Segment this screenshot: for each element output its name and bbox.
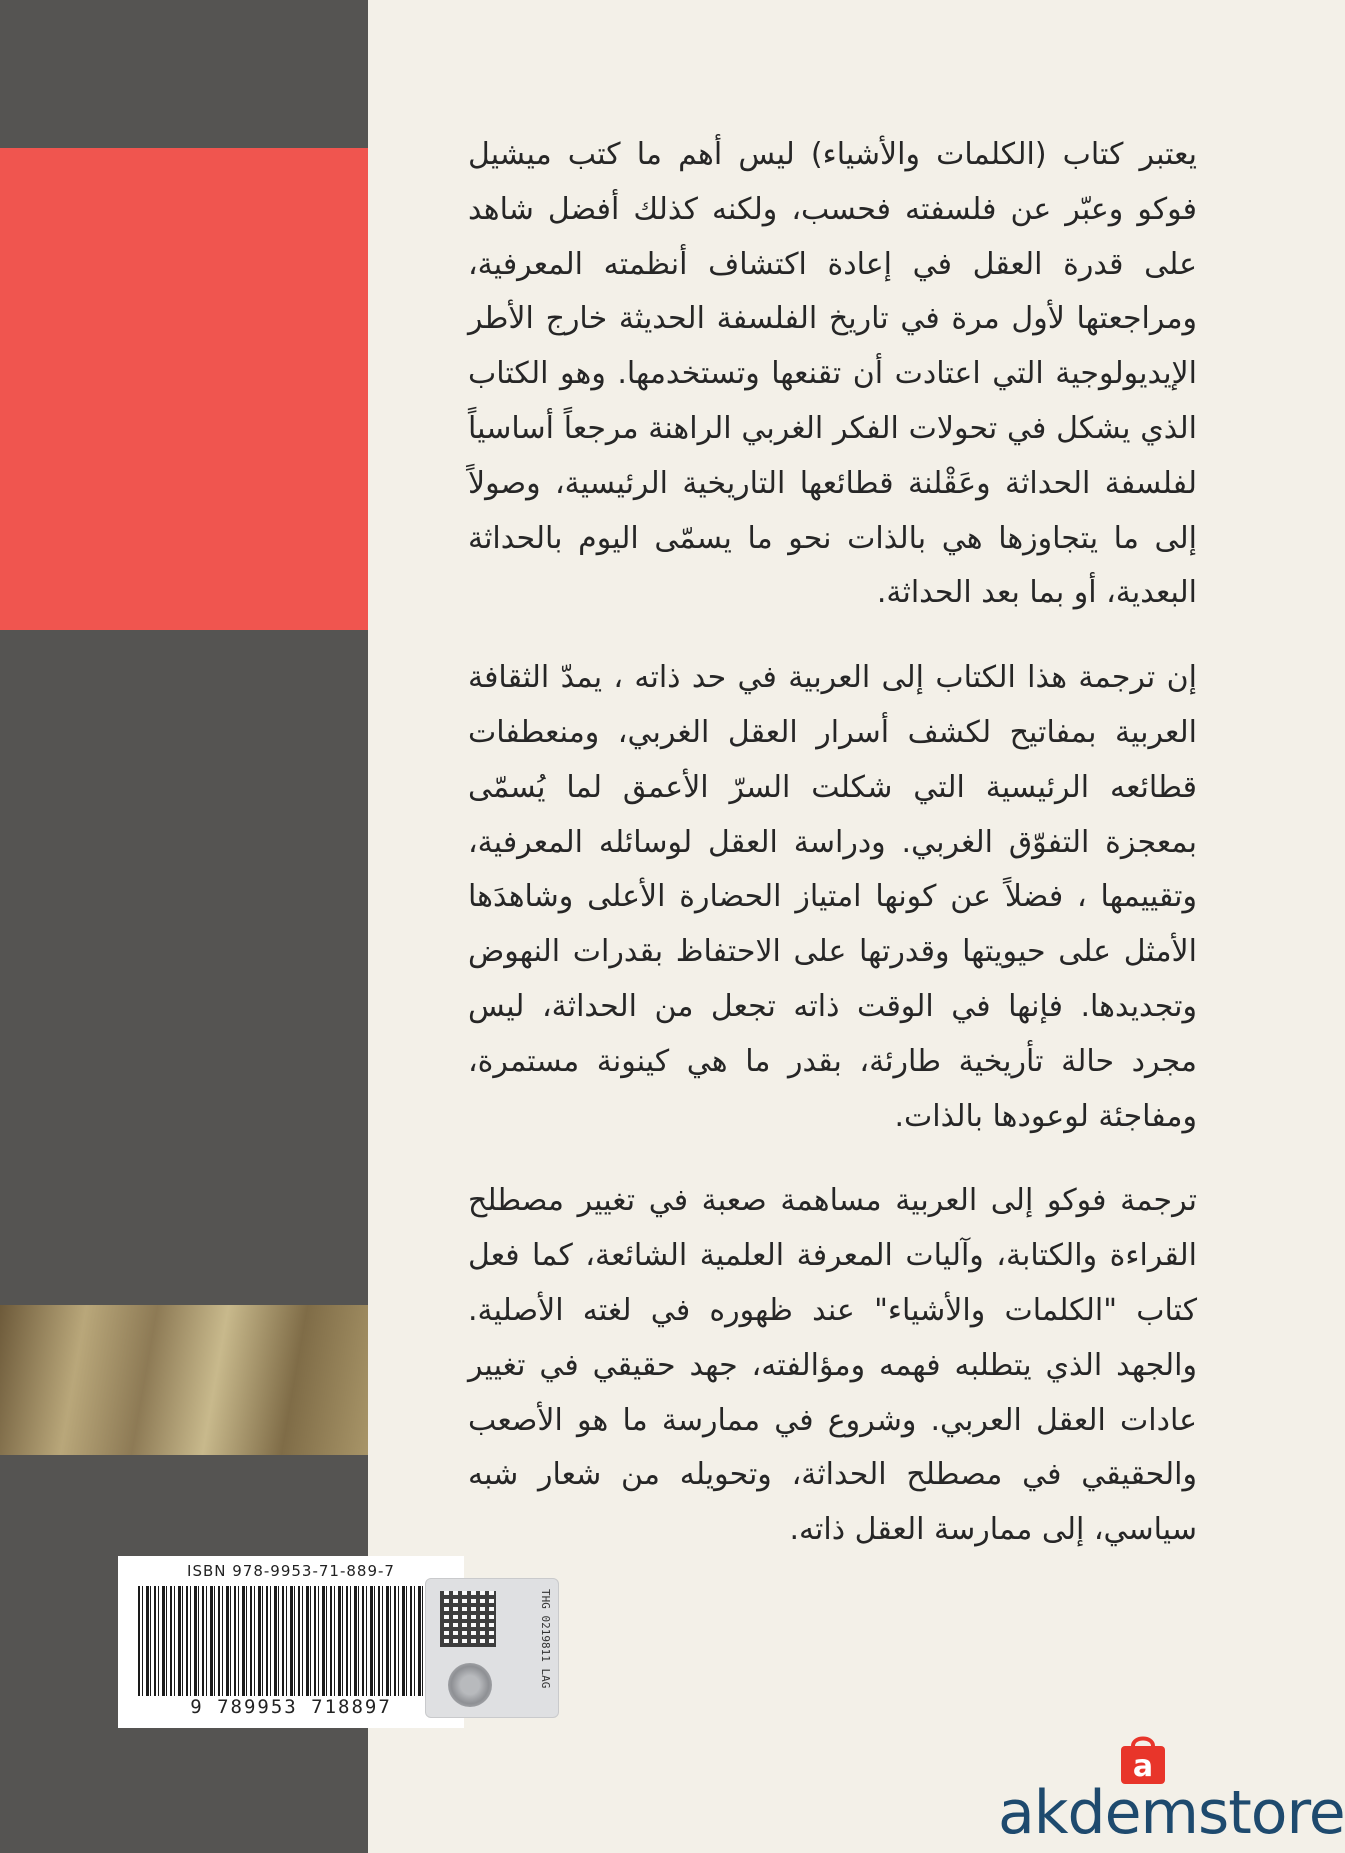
isbn-label: ISBN 978-9953-71-889-7: [187, 1562, 395, 1580]
sticker-line: 0219811: [539, 1615, 552, 1662]
qr-code-icon: [440, 1591, 496, 1647]
barcode-digits: 9 789953 718897: [190, 1696, 392, 1718]
sticker-line: LAG: [539, 1668, 552, 1689]
paragraph-2: إن ترجمة هذا الكتاب إلى العربية في حد ذاته ، يمدّ الثقافة العربية بمفاتيح لكشف أسرار العقل الغربي، ومنعطفات قطائعه الرئيسية التي شكلت السرّ الأعمق لما يُسمّى بمعجزة التفوّق الغربي. ودراسة العقل لوسائله المعرفية، وتقييمها ، فضلاً عن كونها امتياز الحضارة الأعلى وشاهدَها الأمثل على حيويتها وقدرتها على الاحتفاظ بقدرات النهوض وتجديدها. فإنها في الوقت ذاته تجعل من الحداثة، ليس مجرد حالة تأريخية طارئة، بقدر ما هي كينونة مستمرة، ومفاجئة لوعودها بالذات.: [468, 660, 1197, 1134]
barcode-bars: [138, 1586, 444, 1696]
hologram-seal-icon: [448, 1663, 492, 1707]
authentication-sticker: [425, 1578, 559, 1718]
bag-letter: a: [1132, 1749, 1154, 1784]
paragraph-1: يعتبر كتاب (الكلمات والأشياء) ليس أهم ما كتب ميشيل فوكو وعبّر عن فلسفته فحسب، ولكنه كذلك أفضل شاهد على قدرة العقل في إعادة اكتشاف أنظمته المعرفية، ومراجعتها لأول مرة في تاريخ الفلسفة الحديثة خارج الأطر الإيديولوجية التي اعتادت أن تقنعها وتستخدمها. وهو الكتاب الذي يشكل في تحولات الفكر الغربي الراهنة مرجعاً أساسياً لفلسفة الحداثة وعَقْلنة قطائعها التاريخية الرئيسية، وصولاً إلى ما يتجاوزها هي بالذات نحو ما يسمّى اليوم بالحداثة البعدية، أو بما بعد الحداثة.: [468, 137, 1197, 611]
cover-red-band: [0, 148, 368, 630]
paragraph-3: ترجمة فوكو إلى العربية مساهمة صعبة في تغيير مصطلح القراءة والكتابة، وآليات المعرفة العلمية الشائعة، كما فعل كتاب "الكلمات والأشياء" عند ظهوره في لغته الأصلية. والجهد الذي يتطلبه فهمه ومؤالفته، جهد حقيقي في تغيير عادات العقل العربي. وشروع في ممارسة ما هو الأصعب والحقيقي في مصطلح الحداثة، وتحويله من شعار شبه سياسي، إلى ممارسة العقل ذاته.: [468, 1183, 1197, 1548]
back-cover-text: [468, 128, 1197, 1588]
sticker-code: [512, 1589, 552, 1688]
cover-gold-band: [0, 1305, 368, 1455]
sticker-line: THG: [539, 1589, 552, 1609]
barcode: [118, 1556, 464, 1728]
store-logo-text: akdemstore: [998, 1778, 1345, 1848]
